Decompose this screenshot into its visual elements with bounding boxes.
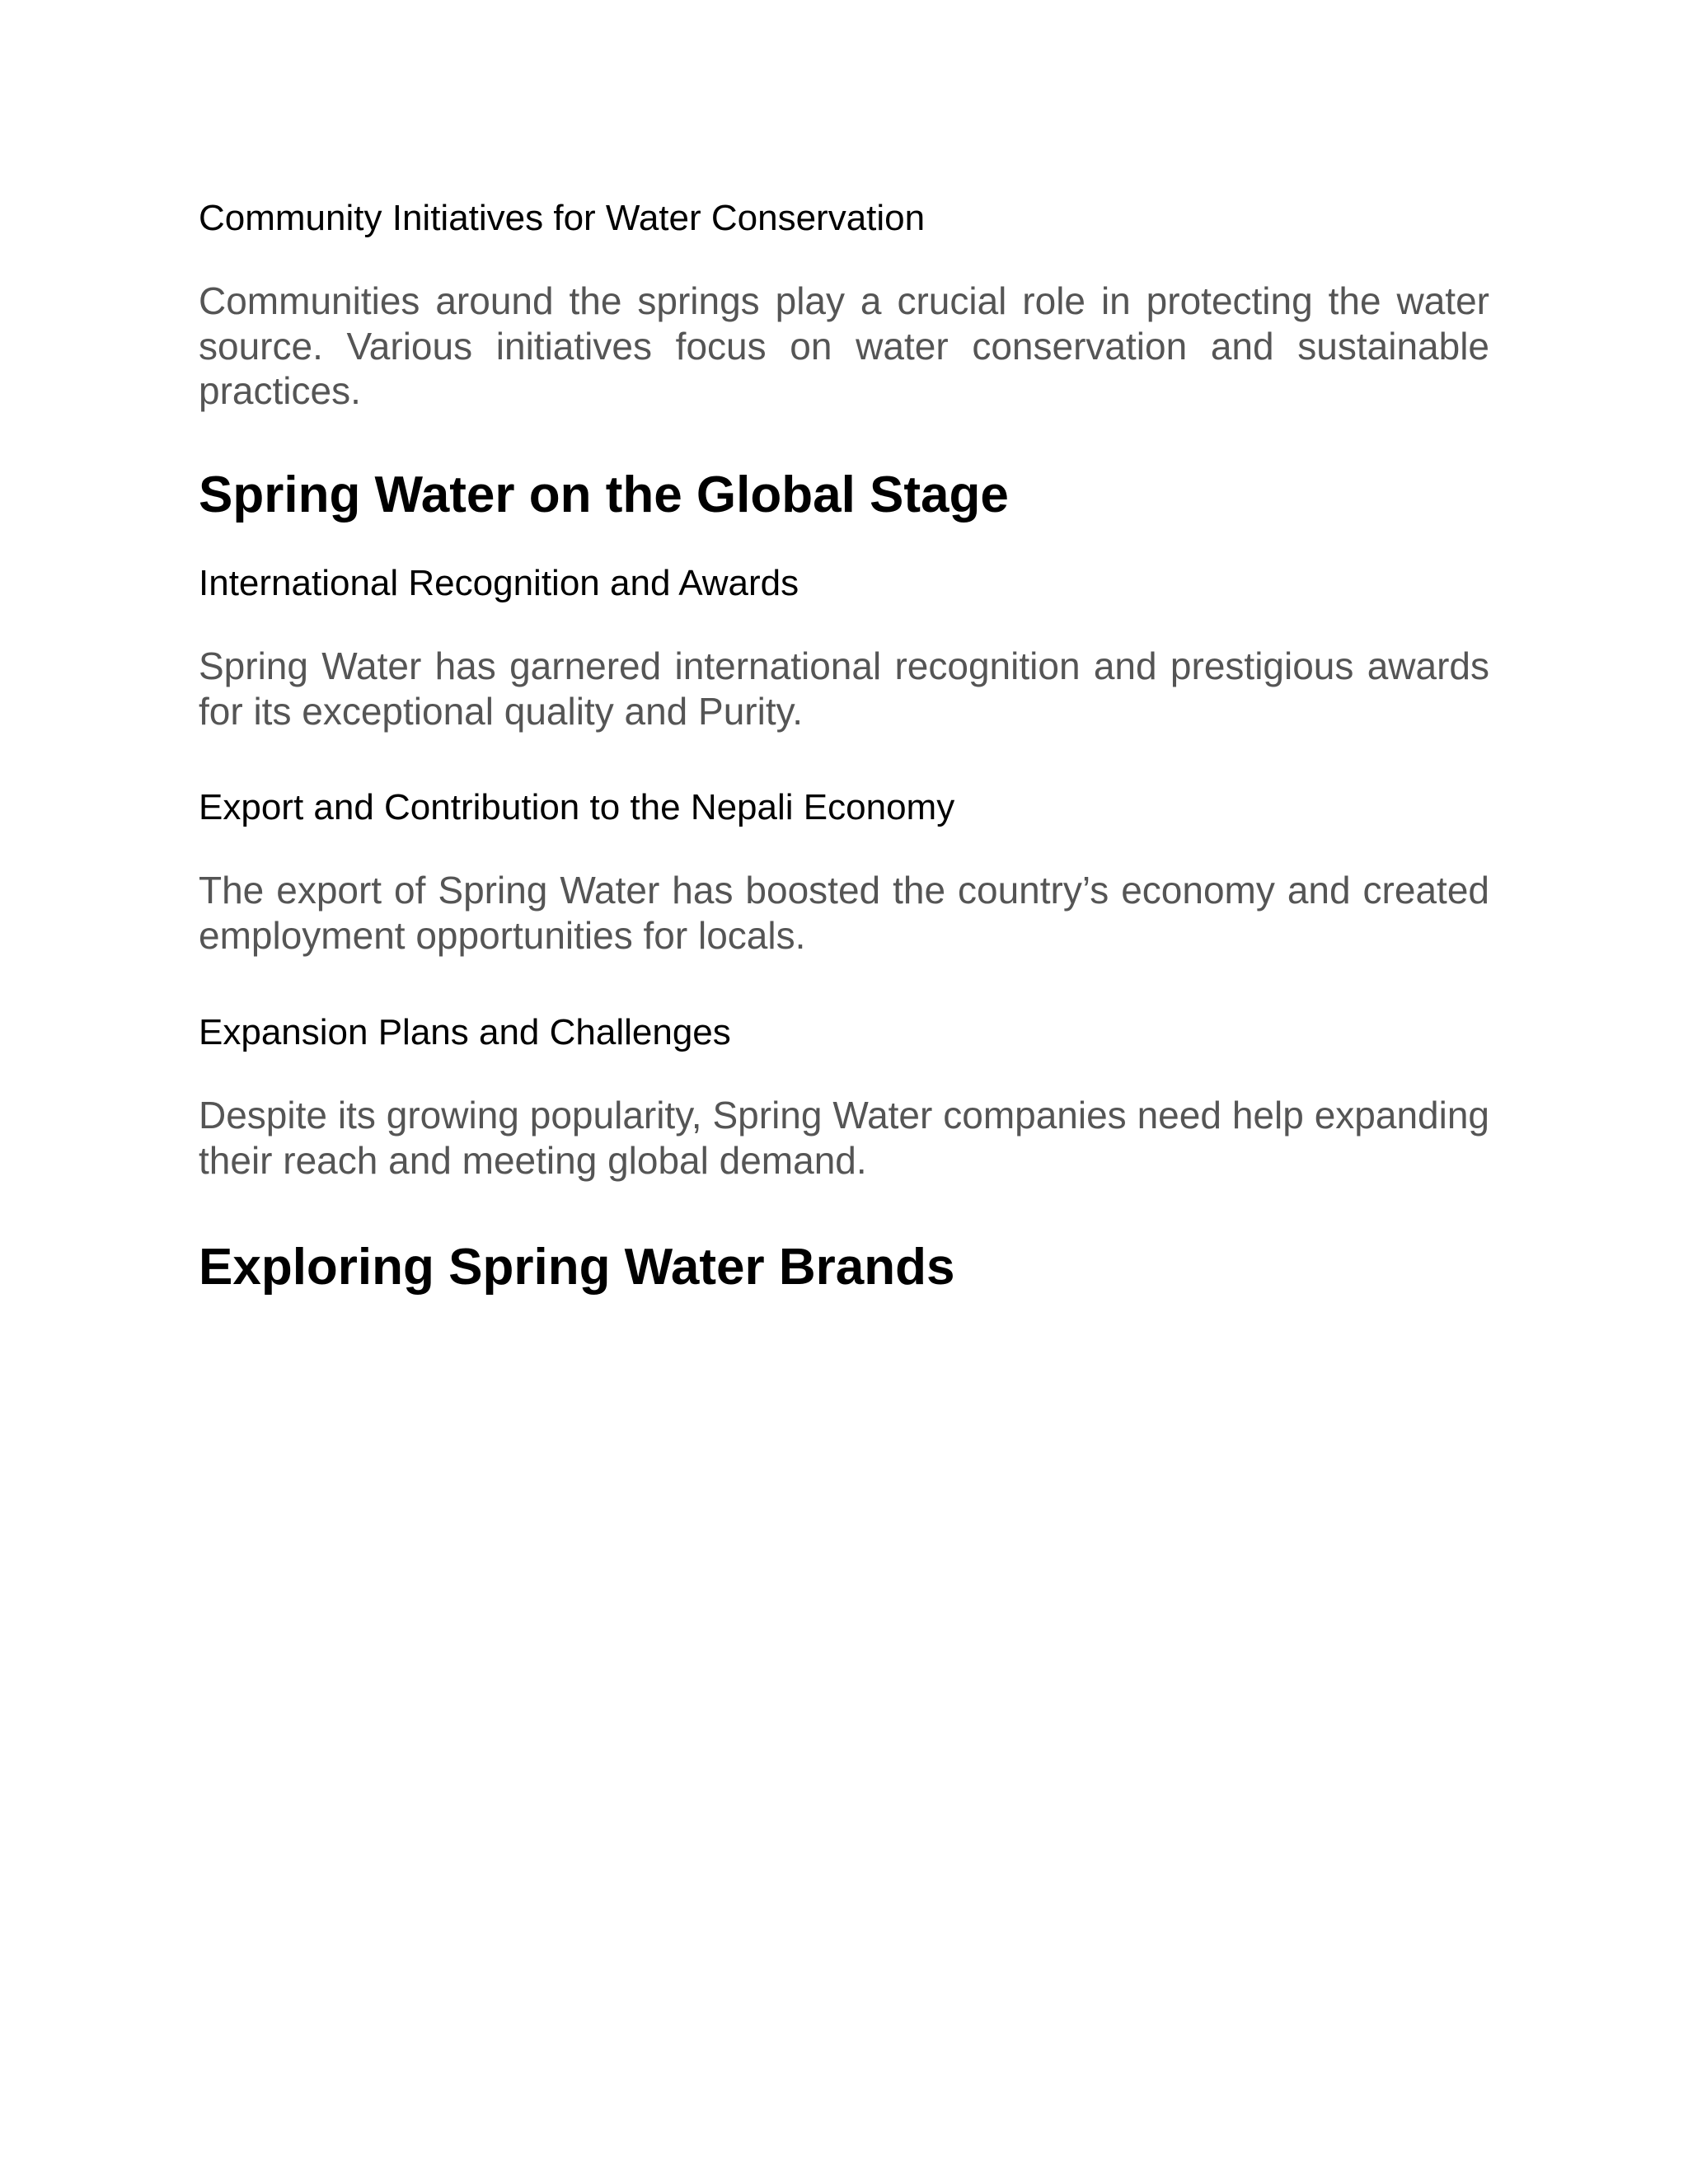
subheading-community-initiatives: Community Initiatives for Water Conservation <box>199 198 926 238</box>
subheading-expansion-plans: Expansion Plans and Challenges <box>199 1012 731 1052</box>
paragraph-expansion-plans: Despite its growing popularity, Spring Water companies need help expanding their reach and meeting global demand. <box>199 1094 1489 1182</box>
subheading-export-economy: Export and Contribution to the Nepali Economy <box>199 787 955 827</box>
heading-global-stage: Spring Water on the Global Stage <box>199 466 1009 523</box>
subheading-international-recognition: International Recognition and Awards <box>199 563 799 603</box>
paragraph-export-economy: The export of Spring Water has boosted the country’s economy and created employment opportunities for locals. <box>199 869 1489 957</box>
paragraph-community-initiatives: Communities around the springs play a crucial role in protecting the water source. Various initiatives focus on water conservation and sustainable practices. <box>199 279 1489 412</box>
heading-exploring-brands: Exploring Spring Water Brands <box>199 1239 955 1296</box>
paragraph-international-recognition: Spring Water has garnered international recognition and prestigious awards for its exceptional quality and Purity. <box>199 644 1489 733</box>
